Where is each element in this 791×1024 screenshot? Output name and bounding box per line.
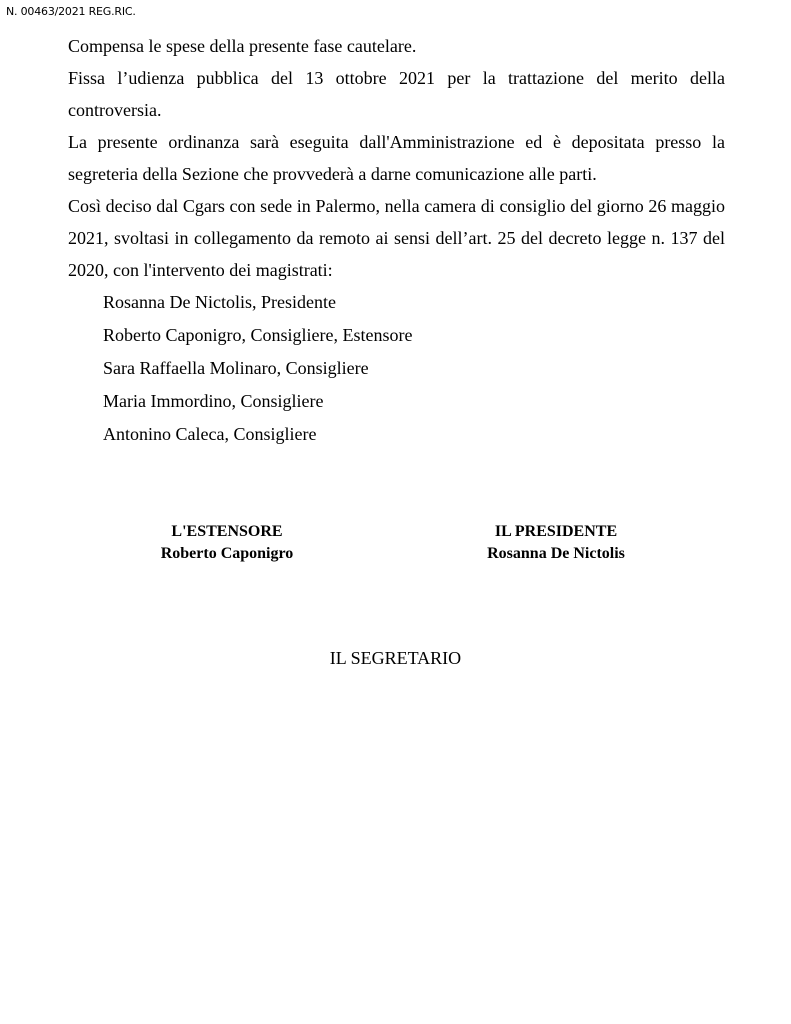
signature-role: IL PRESIDENTE — [494, 523, 618, 540]
paragraph-fissa-udienza: Fissa l’udienza pubblica del 13 ottobre 2021 per la trattazione del merito della controversia. — [68, 68, 725, 120]
document-reference: N. 00463/2021 REG.RIC. — [6, 5, 136, 18]
signature-role: L'ESTENSORE — [171, 523, 283, 540]
paragraph-cosi-deciso: Così deciso dal Cgars con sede in Palermo, nella camera di consiglio del giorno 26 maggio 2021, svoltasi in collegamento da remoto ai sensi dell’art. 25 del decreto legge n. 137 del 2020, con l'intervento dei magistrati: — [68, 196, 725, 280]
signature-estensore — [112, 521, 342, 565]
paragraph-esecuzione-ordinanza: La presente ordinanza sarà eseguita dall'Amministrazione ed è depositata presso la segreteria della Sezione che provvederà a darne comunicazione alle parti. — [68, 132, 725, 184]
document-body — [68, 30, 725, 451]
magistrates-list — [68, 286, 725, 451]
magistrate-item: Sara Raffaella Molinaro, Consigliere — [103, 358, 369, 378]
signature-name: Roberto Caponigro — [160, 545, 294, 562]
magistrate-item: Roberto Caponigro, Consigliere, Estensore — [103, 325, 413, 345]
paragraph-compensa-spese: Compensa le spese della presente fase cautelare. — [68, 36, 417, 56]
signature-name: Rosanna De Nictolis — [487, 545, 625, 562]
magistrate-item: Rosanna De Nictolis, Presidente — [103, 292, 336, 312]
magistrate-item: Antonino Caleca, Consigliere — [103, 424, 317, 444]
magistrate-item: Maria Immordino, Consigliere — [103, 391, 324, 411]
signature-presidente — [441, 521, 671, 565]
signature-segretario: IL SEGRETARIO — [329, 648, 462, 668]
